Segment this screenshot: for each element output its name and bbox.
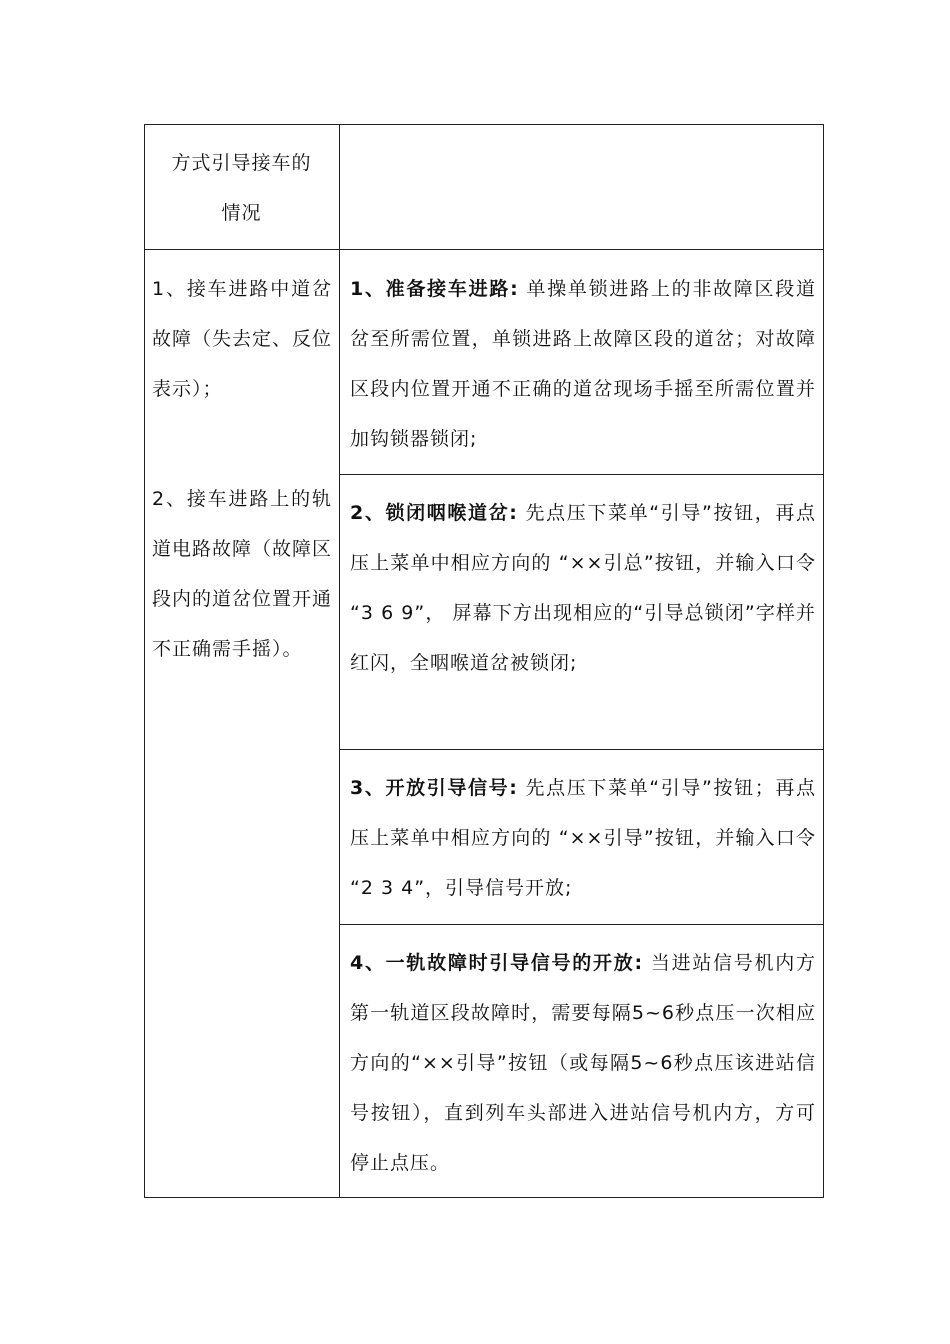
- step-4: [350, 938, 816, 1188]
- step-3: [350, 763, 816, 913]
- step-1-title: 1、准备接车进路:: [350, 278, 519, 300]
- header-left-title: 方式引导接车的情况: [171, 152, 312, 224]
- condition-1: 1、接车进路中道岔故障（失去定、反位表示）；: [152, 278, 333, 400]
- column-divider: [339, 124, 340, 1198]
- header-left-cell: [144, 138, 339, 238]
- step-1-text: 单操单锁进路上的非故障区段道岔至所需位置，单锁进路上故障区段的道岔；对故障区段内位置开通不正确的道岔现场手摇至所需位置并加钩锁器锁闭;: [350, 278, 816, 450]
- step-3-text: 先点压下菜单“引导”按钮；再点压上菜单中相应方向的 “××引导”按钮，并输入口令 “2 3 4”，引导信号开放;: [350, 777, 816, 899]
- step-2-title: 2、锁闭咽喉道岔:: [350, 502, 518, 524]
- step-1: [350, 264, 816, 464]
- step-4-text: 当进站信号机内方第一轨道区段故障时，需要每隔5~6秒点压一次相应方向的“××引导”按钮（或每隔5~6秒点压该进站信号按钮），直到列车头部进入进站信号机内方，方可停止点压。: [350, 952, 816, 1174]
- row-divider: [339, 474, 824, 475]
- step-2-text: 先点压下菜单“引导”按钮，再点压上菜单中相应方向的 “××引总”按钮，并输入口令 “3 6 9”， 屏幕下方出现相应的“引导总锁闭”字样并红闪，全咽喉道岔被锁闭;: [350, 502, 816, 674]
- row-divider: [144, 249, 824, 250]
- step-4-title: 4、一轨故障时引导信号的开放:: [350, 952, 644, 974]
- condition-2: 2、接车进路上的轨道电路故障（故障区段内的道岔位置开通不正确需手摇）。: [152, 488, 333, 660]
- step-2: [350, 488, 816, 688]
- row-divider: [339, 749, 824, 750]
- step-3-title: 3、开放引导信号:: [350, 777, 518, 799]
- row-divider: [339, 924, 824, 925]
